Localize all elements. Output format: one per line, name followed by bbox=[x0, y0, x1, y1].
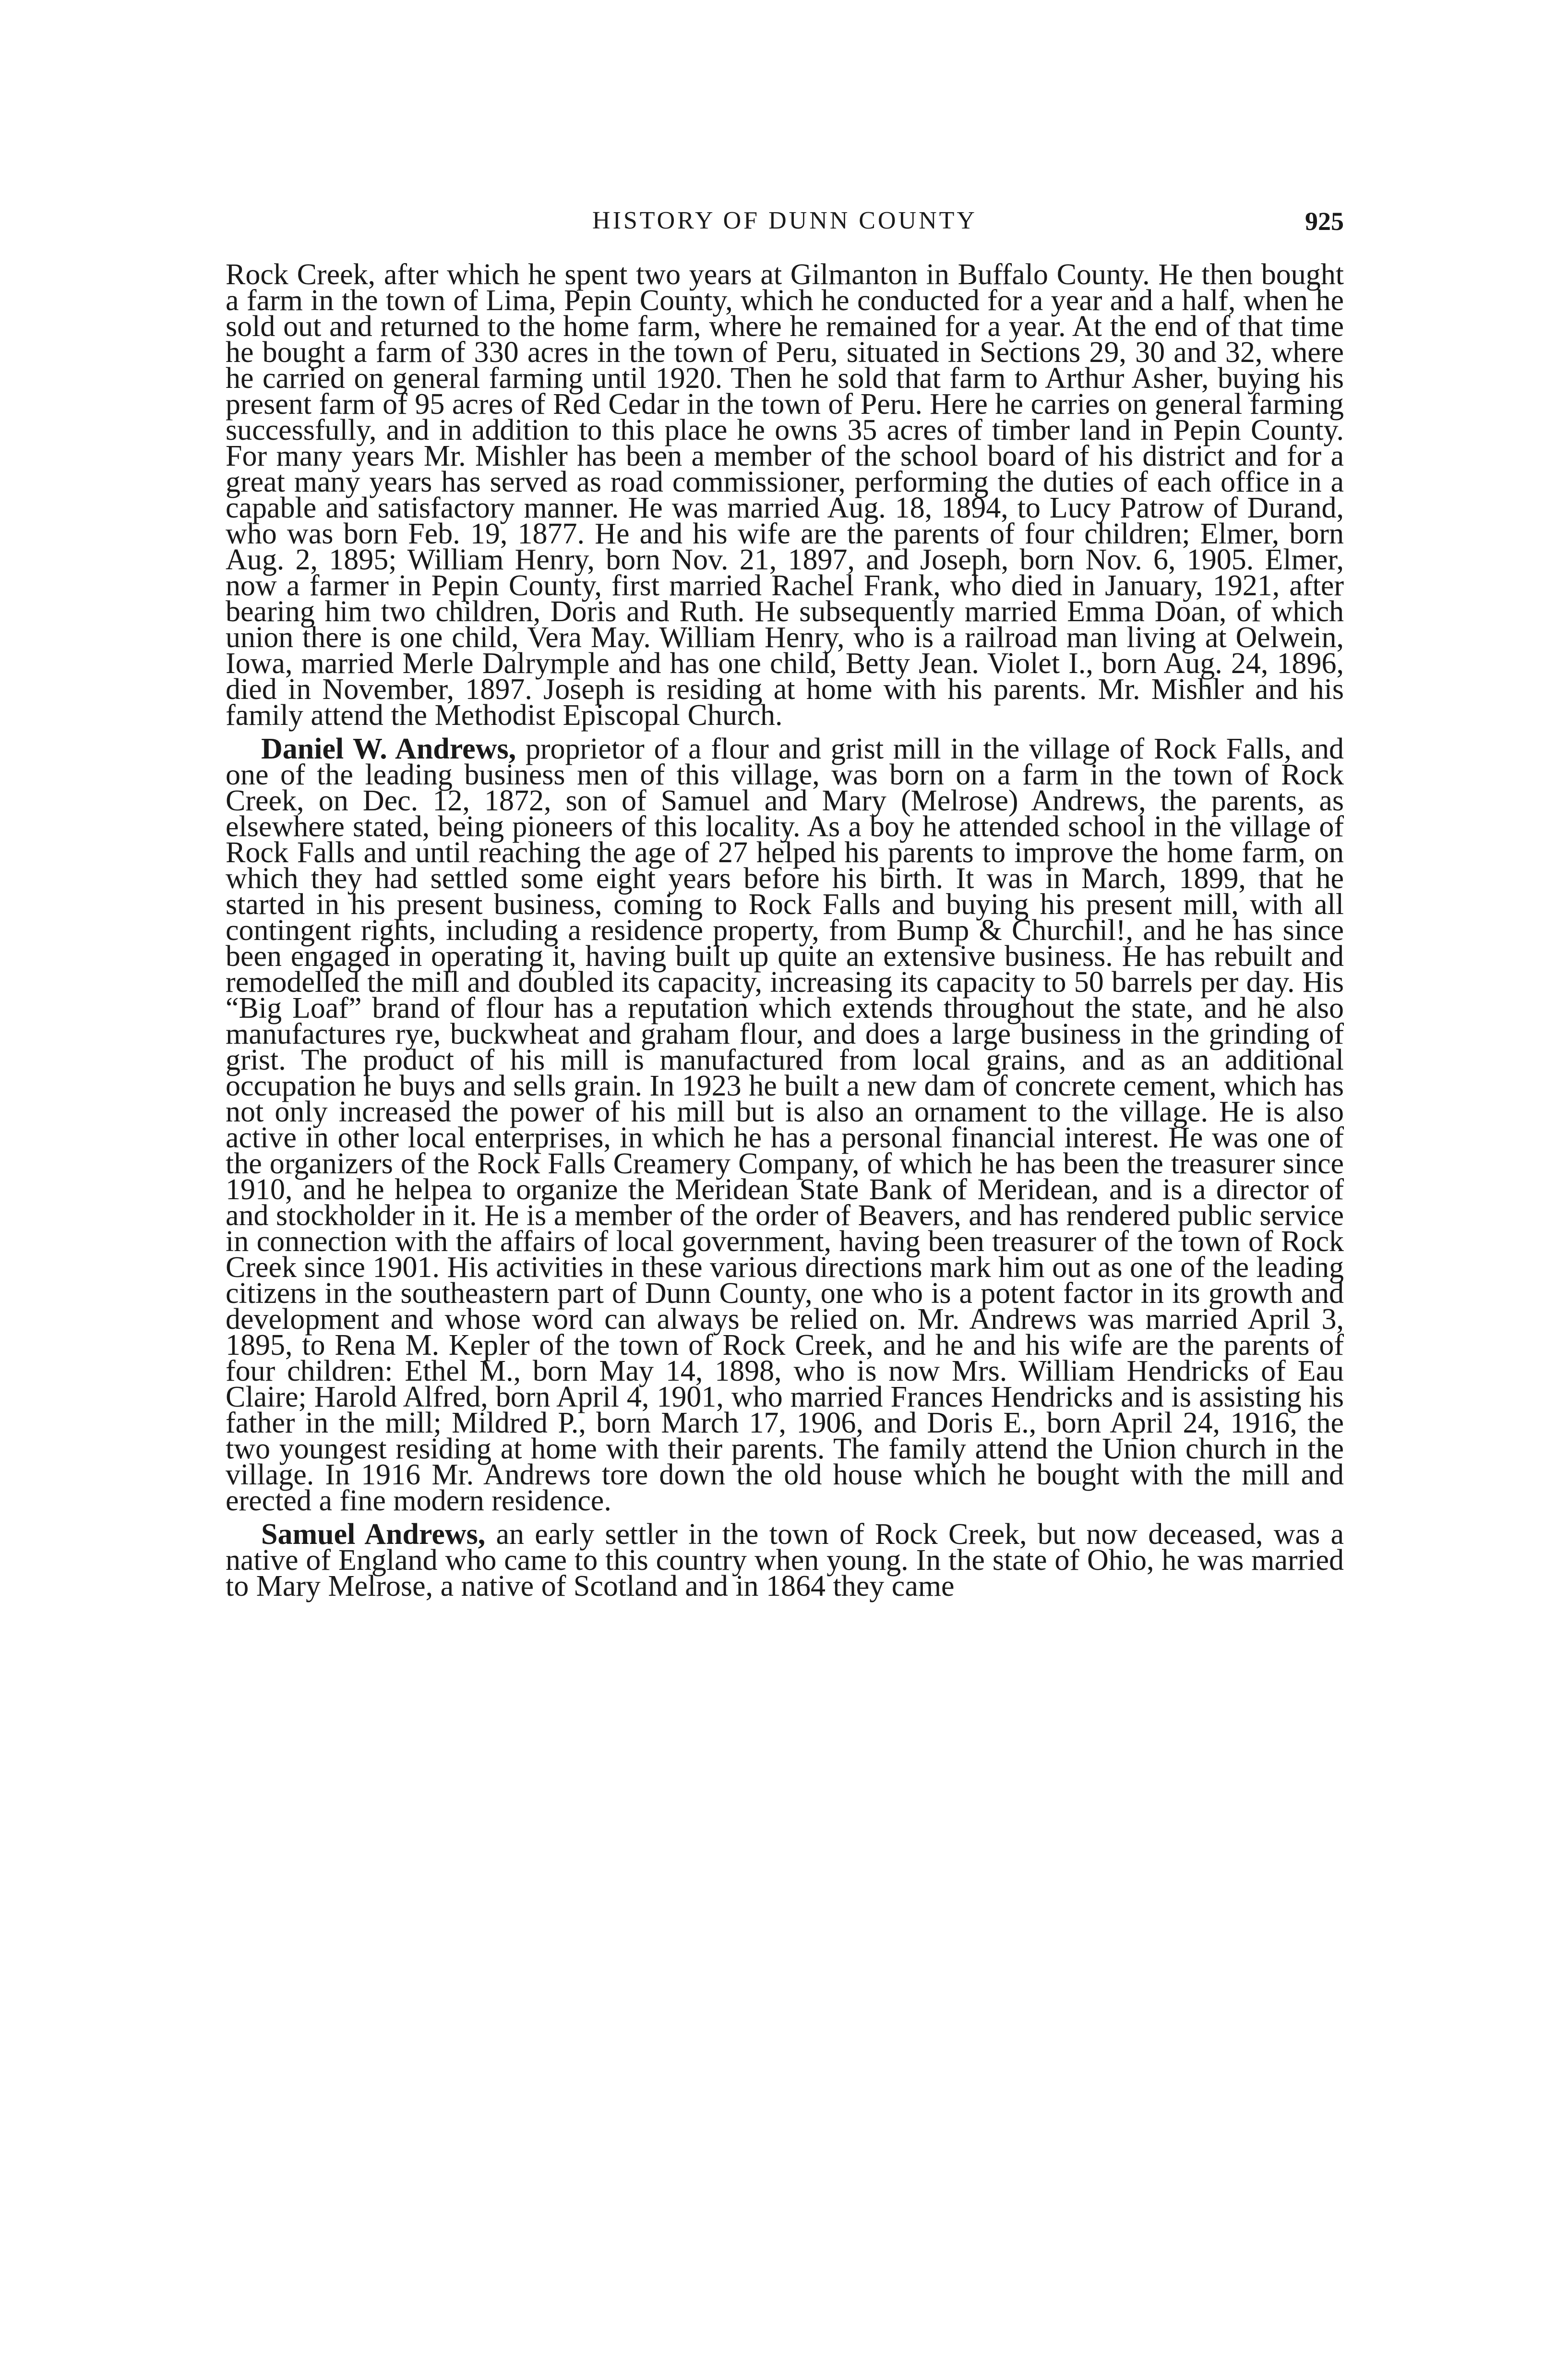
page-header bbox=[226, 206, 1344, 245]
entry-name-daniel-andrews: Daniel W. Andrews, bbox=[261, 733, 516, 765]
paragraph-mishler-continued bbox=[226, 258, 1344, 732]
page-number: 925 bbox=[1305, 207, 1344, 236]
paragraph-text: Rock Creek, after which he spent two years at Gilmanton in Buffalo County. He then bought a farm in the town of Lima, Pepin County, which he conducted for a year and a half, when he sold out and returned to the home farm, where he remained for a year. At the end of that time he bought a farm of 330 acres in the town of Peru, situated in Sections 29, 30 and 32, where he carried on general farming until 1920. Then he sold that farm to Arthur Asher, buying his present farm of 95 acres of Red Cedar in the town of Peru. Here he carries on general farming successfully, and in addition to this place he owns 35 acres of timber land in Pepin County. For many years Mr. Mishler has been a member of the school board of his district and for a great many years has served as road commissioner, performing the duties of each office in a capable and satisfactory manner. He was married Aug. 18, 1894, to Lucy Patrow of Durand, who was born Feb. 19, 1877. He and his wife are the parents of four children; Elmer, born Aug. 2, 1895; William Henry, born Nov. 21, 1897, and Joseph, born Nov. 6, 1905. Elmer, now a farmer in Pepin County, first married Rachel Frank, who died in January, 1921, after bearing him two children, Doris and Ruth. He subsequently married Emma Doan, of which union there is one child, Vera May. William Henry, who is a railroad man living at Oelwein, Iowa, married Merle Dalrymple and has one child, Betty Jean. Violet I., born Aug. 24, 1896, died in November, 1897. Joseph is residing at home with his parents. Mr. Mishler and his family attend the Methodist Episcopal Church. bbox=[226, 258, 1344, 732]
paragraph-text: an early settler in the town of Rock Creek, but now deceased, was a native of England who came to this country when young. In the state of Ohio, he was married to Mary Melrose, a native of Scotland and in 1864 they came bbox=[226, 1518, 1344, 1602]
paragraph-text: proprietor of a flour and grist mill in the village of Rock Falls, and one of the leading business men of this village, was born on a farm in the town of Rock Creek, on Dec. 12, 1872, son of Samuel and Mary (Melrose) Andrews, the parents, as elsewhere stated, being pioneers of this locality. As a boy he attended school in the village of Rock Falls and until reaching the age of 27 helped his parents to improve the home farm, on which they had settled some eight years before his birth. It was in March, 1899, that he started in his present business, coming to Rock Falls and buying his present mill, with all contingent rights, including a residence property, from Bump & Churchil!, and he has since been engaged in operating it, having built up quite an extensive business. He has rebuilt and remodelled the mill and doubled its capacity, increasing its capacity to 50 barrels per day. His “Big Loaf” brand of flour has a reputation which extends throughout the state, and he also manufactures rye, buckwheat and graham flour, and does a large business in the grinding of grist. The product of his mill is manufactured from local grains, and as an additional occupation he buys and sells grain. In 1923 he built a new dam of concrete cement, which has not only increased the power of his mill but is also an ornament to the village. He is also active in other local enterprises, in which he has a personal financial interest. He was one of the organizers of the Rock Falls Creamery Company, of which he has been the treasurer since 1910, and he helpea to organize the Meridean State Bank of Meridean, and is a director of and stockholder in it. He is a member of the order of Beavers, and has rendered public service in connection with the affairs of local government, having been treasurer of the town of Rock Creek since 1901. His activities in these various directions mark him out as one of the leading citizens in the southeastern part of Dunn County, one who is a potent factor in its growth and development and whose word can always be relied on. Mr. Andrews was married April 3, 1895, to Rena M. Kepler of the town of Rock Creek, and he and his wife are the parents of four children: Ethel M., born May 14, 1898, who is now Mrs. William Hendricks of Eau Claire; Harold Alfred, born April 4, 1901, who married Frances Hendricks and is assisting his father in the mill; Mildred P., born March 17, 1906, and Doris E., born April 24, 1916, the two youngest residing at home with their parents. The family attend the Union church in the village. In 1916 Mr. Andrews tore down the old house which he bought with the mill and erected a fine modern residence. bbox=[226, 733, 1344, 1517]
paragraph-samuel-andrews bbox=[226, 1518, 1344, 1602]
entry-name-samuel-andrews: Samuel Andrews, bbox=[261, 1518, 486, 1551]
running-head: HISTORY OF DUNN COUNTY bbox=[592, 207, 977, 234]
paragraph-daniel-andrews bbox=[226, 733, 1344, 1517]
body-text bbox=[226, 258, 1344, 1607]
